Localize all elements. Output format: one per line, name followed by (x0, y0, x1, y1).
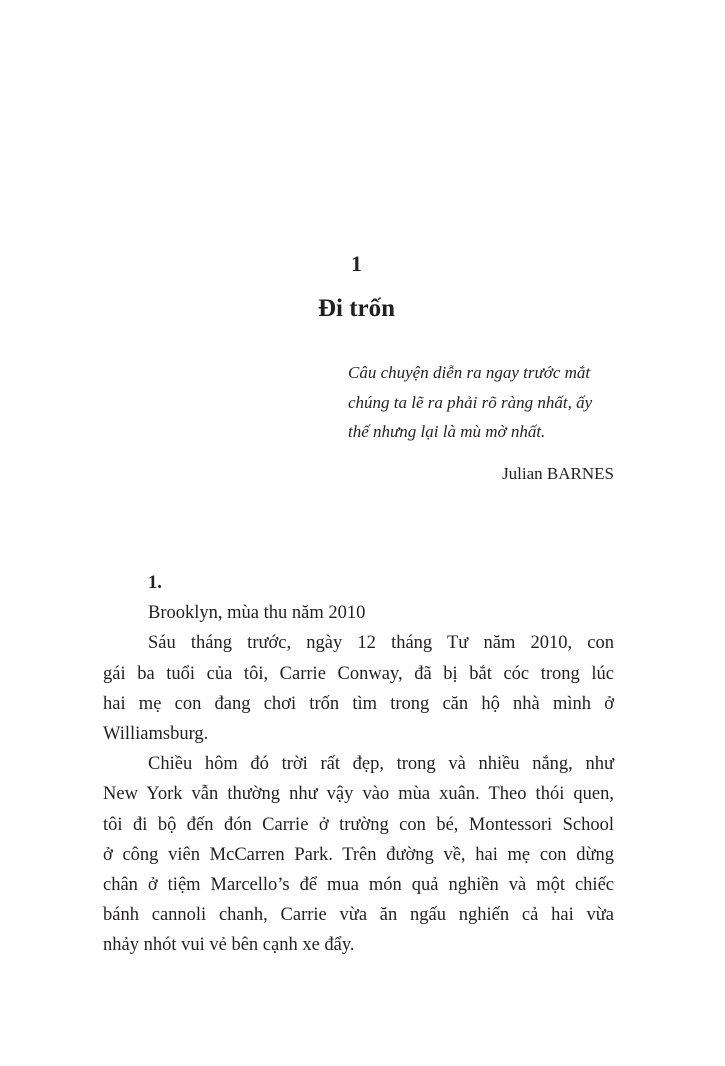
place-date: Brooklyn, mùa thu năm 2010 (148, 603, 366, 624)
chapter-number: 1 (351, 251, 362, 276)
paragraph-line: nhảy nhót vui vẻ bên cạnh xe đẩy. (103, 935, 355, 956)
body-text (103, 568, 614, 961)
paragraph-line: ở công viên McCarren Park. Trên đường về, hai mẹ con dừng (103, 844, 614, 865)
epigraph (348, 358, 616, 447)
section-number: 1. (148, 573, 162, 593)
paragraph-line: New York vẫn thường như vậy vào mùa xuân. Theo thói quen, (103, 784, 614, 805)
paragraph-line: bánh cannoli chanh, Carrie vừa ăn ngấu nghiến cả hai vừa (103, 905, 614, 926)
paragraph-line: chân ở tiệm Marcello’s để mua món quả nghiền và một chiếc (103, 875, 614, 896)
epigraph-author: Julian BARNES (502, 464, 614, 483)
paragraph-line: Williamsburg. (103, 724, 209, 745)
paragraph-line: tôi đi bộ đến đón Carrie ở trường con bé, Montessori School (103, 814, 614, 835)
chapter-title: Đi trốn (317, 295, 396, 322)
paragraph-line: gái ba tuổi của tôi, Carrie Conway, đã bị bắt cóc trong lúc (103, 663, 614, 684)
paragraph-line: Sáu tháng trước, ngày 12 tháng Tư năm 2010, con (148, 633, 614, 654)
epigraph-line: Câu chuyện diễn ra ngay trước mắt (348, 363, 591, 382)
paragraph-line: hai mẹ con đang chơi trốn tìm trong căn hộ nhà mình ở (103, 693, 614, 714)
paragraph (103, 628, 614, 749)
epigraph-line: chúng ta lẽ ra phải rõ ràng nhất, ấy (348, 392, 593, 412)
paragraph-line: Chiều hôm đó trời rất đẹp, trong và nhiều nắng, như (148, 754, 614, 775)
epigraph-line: thế nhưng lại là mù mờ nhất. (348, 422, 546, 441)
paragraph (103, 749, 614, 960)
